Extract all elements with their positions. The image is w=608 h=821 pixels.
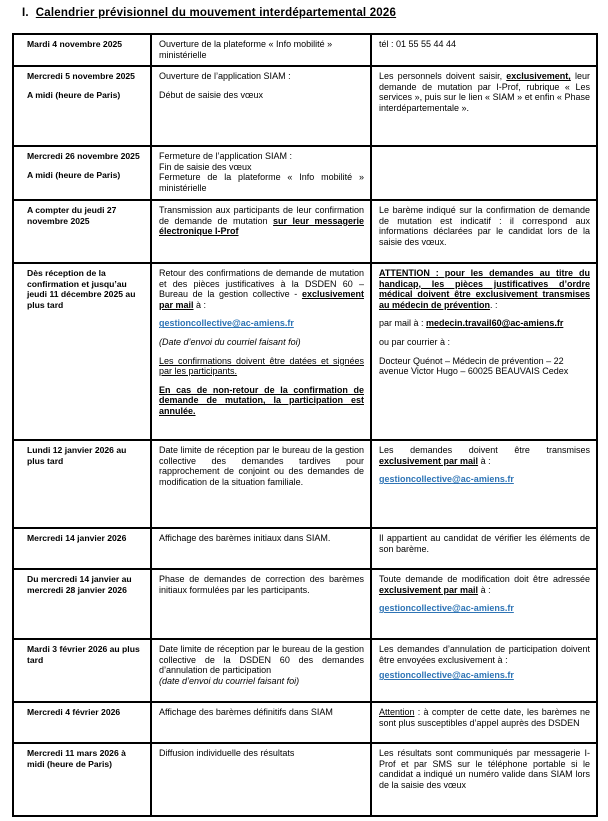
table-row-11 xyxy=(13,743,597,816)
details-text xyxy=(379,707,590,728)
cell-r8-date xyxy=(13,569,151,639)
text-segment: Retour des confirmations de demande de mutation et des pièces justificatives à la DSDEN 60 – Bureau de la gestion collective - xyxy=(159,268,364,300)
cell-r2-details xyxy=(371,66,597,146)
cell-r7-details xyxy=(371,528,597,569)
action-text: Ouverture de l’application SIAM : xyxy=(159,71,291,81)
cell-r7-date xyxy=(13,528,151,569)
date-text: A compter du jeudi 27 novembre 2025 xyxy=(27,205,117,226)
text-segment: à : xyxy=(478,455,491,466)
table-row-7 xyxy=(13,528,597,569)
date-text: Du mercredi 14 janvier au mercredi 28 janvier 2026 xyxy=(27,574,132,595)
cell-r9-action xyxy=(151,639,371,702)
text-segment: Toute demande de modification doit être adressée xyxy=(379,574,590,584)
cell-r6-date xyxy=(13,440,151,528)
text-segment: Transmission aux participants de leur confirmation de demande de mutation xyxy=(159,205,364,226)
cell-r8-action xyxy=(151,569,371,639)
date-text: Mercredi 14 janvier 2026 xyxy=(27,533,127,543)
action-text: Les confirmations doivent être datées et signées par les participants. xyxy=(159,355,364,377)
cell-r5-action xyxy=(151,263,371,440)
cell-r11-date xyxy=(13,743,151,816)
text-segment: par mail à : xyxy=(379,318,427,329)
table-row-8 xyxy=(13,569,597,639)
email-link-medecin[interactable]: medecin.travail60@ac-amiens.fr xyxy=(426,318,564,329)
cell-r3-date xyxy=(13,146,151,200)
details-text: tél : 01 55 55 44 44 xyxy=(379,39,457,49)
note-text: (Date d’envoi du courriel faisant foi) xyxy=(159,336,301,347)
table-row-3 xyxy=(13,146,597,200)
cell-r3-details xyxy=(371,146,597,200)
cell-r9-details xyxy=(371,639,597,702)
note-text: (date d’envoi du courriel faisant foi) xyxy=(159,675,300,686)
email-line xyxy=(379,670,590,681)
table-row-9 xyxy=(13,639,597,702)
email-line xyxy=(159,318,364,329)
cell-r6-details xyxy=(371,440,597,528)
cell-r7-action xyxy=(151,528,371,569)
email-line xyxy=(379,318,590,329)
cell-r11-action xyxy=(151,743,371,816)
details-text xyxy=(379,445,590,466)
action-text: Date limite de réception par le bureau de la gestion collective de la DSDEN 60 des demandes d’annulation de participation xyxy=(159,644,364,676)
action-text: Date limite de réception par le bureau de la gestion collective des demandes tardives pour rapprochement de conjoint ou des demandes de modification de la situation familiale. xyxy=(159,445,364,487)
email-link-gestioncollective[interactable]: gestioncollective@ac-amiens.fr xyxy=(379,603,514,614)
action-text: Fermeture de la plateforme « Info mobilité » ministérielle xyxy=(159,172,364,193)
email-link-gestioncollective[interactable]: gestioncollective@ac-amiens.fr xyxy=(379,670,514,681)
table-row-2 xyxy=(13,66,597,146)
text-segment: . : xyxy=(490,299,498,310)
action-warning-text: En cas de non-retour de la confirmation de demande de mutation, la participation est annulée. xyxy=(159,384,364,416)
email-line xyxy=(379,603,590,614)
cell-r4-date xyxy=(13,200,151,263)
date-text: Mercredi 11 mars 2026 à midi (heure de Paris) xyxy=(27,748,126,769)
table-row-6 xyxy=(13,440,597,528)
action-text xyxy=(159,205,364,237)
date-text: Dès réception de la confirmation et jusqu’au jeudi 11 décembre 2025 au plus tard xyxy=(27,268,136,310)
date-text: A midi (heure de Paris) xyxy=(27,89,121,100)
date-text: A midi (heure de Paris) xyxy=(27,169,121,180)
cell-r1-details xyxy=(371,34,597,66)
table-row-1 xyxy=(13,34,597,66)
text-segment: leur demande de mutation par I-Prof, rubrique « Les services », puis sur le lien « SIAM » et enfin « Phase interdépartementale ». xyxy=(379,71,590,113)
date-text: Mardi 4 novembre 2025 xyxy=(27,39,123,49)
text-segment-emphasis: exclusivement par mail xyxy=(379,584,479,595)
action-text xyxy=(159,268,364,310)
cell-r9-date xyxy=(13,639,151,702)
date-text: Lundi 12 janvier 2026 au plus tard xyxy=(27,445,127,466)
text-segment-emphasis: ATTENTION : pour les demandes au titre du handicap, les pièces justificatives d’ordre médical doivent être exclusivement transmises au médecin de prévention xyxy=(379,268,590,310)
cell-r2-date xyxy=(13,66,151,146)
action-text: Fin de saisie des vœux xyxy=(159,161,252,172)
cell-r5-date xyxy=(13,263,151,440)
action-text: Affichage des barèmes initiaux dans SIAM. xyxy=(159,533,331,543)
cell-r10-action xyxy=(151,702,371,743)
action-text: Phase de demandes de correction des barèmes initiaux formulées par les participants. xyxy=(159,574,364,595)
text-segment: à : xyxy=(193,299,207,310)
text-segment-emphasis: exclusivement par mail xyxy=(159,289,364,310)
page-title xyxy=(22,7,396,19)
details-text xyxy=(379,71,590,113)
cell-r3-action xyxy=(151,146,371,200)
cell-r4-details xyxy=(371,200,597,263)
cell-r11-details xyxy=(371,743,597,816)
details-text: Le barème indiqué sur la confirmation de demande de mutation est indicatif : il correspond aux informations déclarées par le candidat lors de la saisie des vœux. xyxy=(379,205,590,247)
text-segment-emphasis: exclusivement, xyxy=(506,71,571,81)
email-line xyxy=(379,474,590,485)
details-warning-text xyxy=(379,268,590,310)
title-text: Calendrier prévisionnel du mouvement interdépartemental 2026 xyxy=(35,7,397,19)
date-text: Mercredi 4 février 2026 xyxy=(27,707,121,717)
cell-r4-action xyxy=(151,200,371,263)
details-text: Les demandes d’annulation de participation doivent être envoyées exclusivement à : xyxy=(379,644,590,665)
text-segment: Les personnels doivent saisir, xyxy=(379,71,507,81)
date-text: Mardi 3 février 2026 au plus tard xyxy=(27,644,140,665)
email-link-gestioncollective[interactable]: gestioncollective@ac-amiens.fr xyxy=(379,474,514,485)
table-row-5 xyxy=(13,263,597,440)
cell-r8-details xyxy=(371,569,597,639)
text-segment: : à compter de cette date, les barèmes ne sont plus susceptibles d’appel auprès des DSDEN xyxy=(379,707,590,728)
table-row-4 xyxy=(13,200,597,263)
title-numeral: I. xyxy=(22,7,29,19)
cell-r5-details xyxy=(371,263,597,440)
text-segment-emphasis: exclusivement par mail xyxy=(379,455,479,466)
text-segment: à : xyxy=(478,584,491,595)
email-link-gestioncollective[interactable]: gestioncollective@ac-amiens.fr xyxy=(159,318,294,329)
cell-r1-action xyxy=(151,34,371,66)
address-text: Docteur Quénot – Médecin de prévention – 22 avenue Victor Hugo – 60025 BEAUVAIS Cedex xyxy=(379,355,569,377)
action-text: Fermeture de l’application SIAM : xyxy=(159,151,293,161)
action-text: Début de saisie des vœux xyxy=(159,89,264,100)
date-text: Mercredi 5 novembre 2025 xyxy=(27,71,135,81)
text-segment: Les demandes doivent être transmises xyxy=(379,445,590,455)
cell-r1-date xyxy=(13,34,151,66)
table-row-10 xyxy=(13,702,597,743)
details-text xyxy=(379,574,590,595)
cell-r10-details xyxy=(371,702,597,743)
details-text: Les résultats sont communiqués par messagerie I-Prof et par SMS sur le téléphone portable si le candidat a indiqué un numéro valide dans SIAM lors de la saisie des vœux xyxy=(379,748,590,790)
cell-r10-date xyxy=(13,702,151,743)
details-text: Il appartient au candidat de vérifier les éléments de son barème. xyxy=(379,533,590,554)
text-segment-underline: Attention xyxy=(379,707,415,717)
calendar-table xyxy=(12,33,598,817)
details-text: ou par courrier à : xyxy=(379,336,451,347)
date-text: Mercredi 26 novembre 2025 xyxy=(27,151,140,161)
action-text: Ouverture de la plateforme « Info mobilité » ministérielle xyxy=(159,39,333,60)
cell-r2-action xyxy=(151,66,371,146)
action-text: Affichage des barèmes définitifs dans SIAM xyxy=(159,707,333,717)
action-text: Diffusion individuelle des résultats xyxy=(159,748,295,758)
text-segment-emphasis: sur leur messagerie électronique I-Prof xyxy=(159,215,364,237)
cell-r6-action xyxy=(151,440,371,528)
